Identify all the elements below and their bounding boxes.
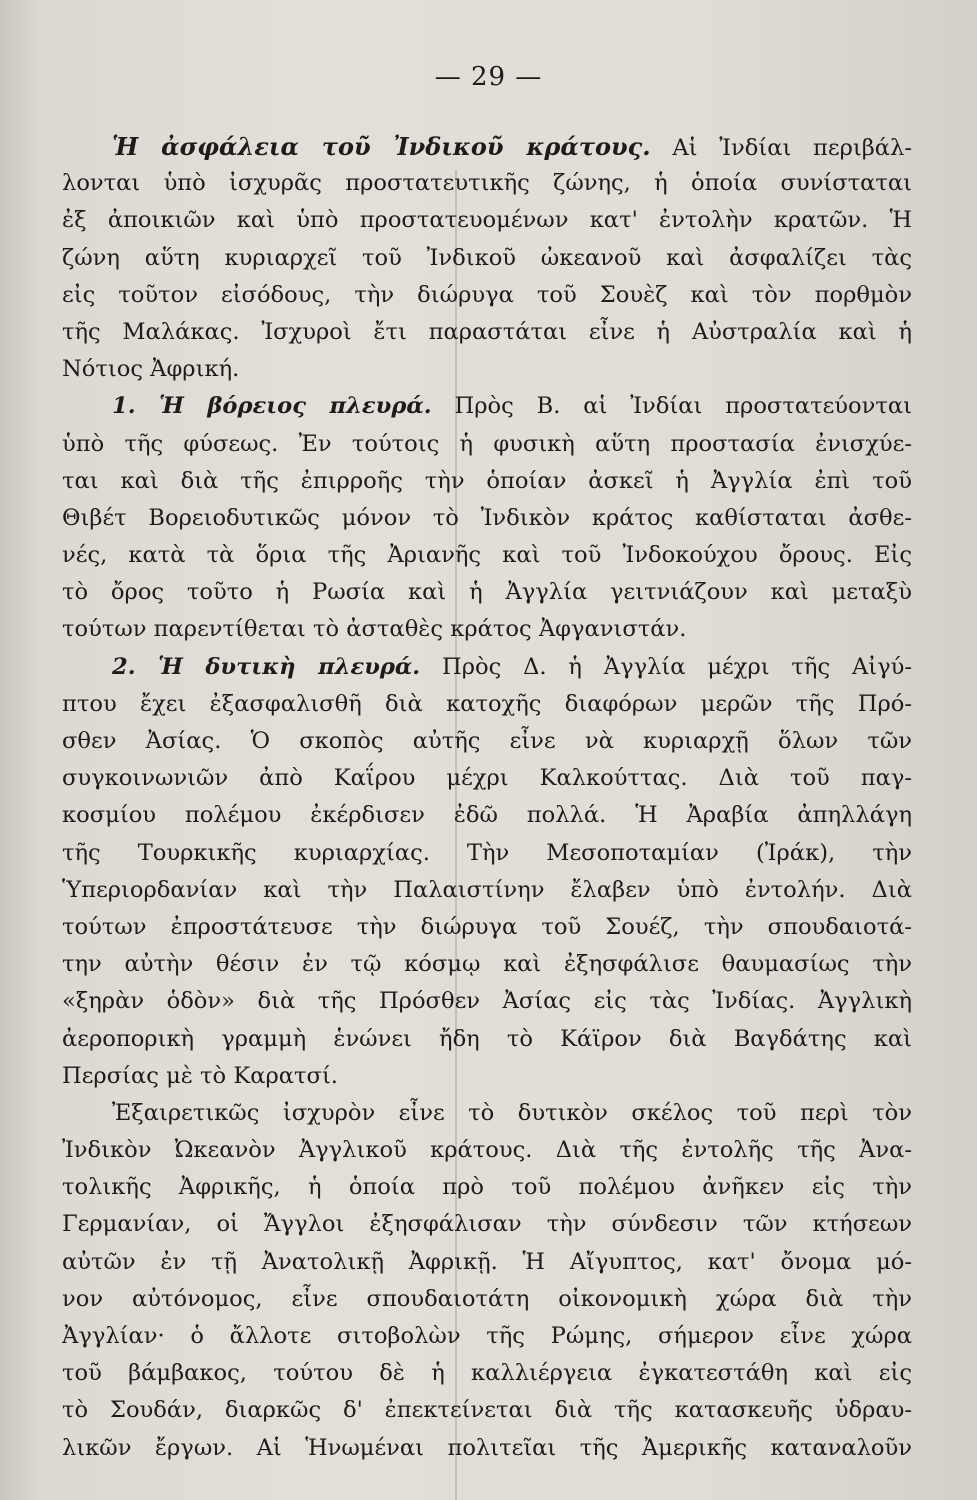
text-line: εἰς τοῦτον εἰσόδους, τὴν διώρυγα τοῦ Σουὲζ καὶ τὸν πορθμὸν (62, 281, 912, 308)
paragraph-west-leg (62, 1095, 912, 1467)
text-line: Ἰνδικὸν Ὠκεανὸν Ἀγγλικοῦ κράτους. Διὰ τῆς ἐντολῆς τῆς Ἀνα- (62, 1137, 912, 1164)
text-line: ἀεροπορικὴ γραμμὴ ἑνώνει ἤδη τὸ Κάϊρον διὰ Βαγδάτης καὶ (62, 1025, 912, 1052)
section-heading: Ἡ ἀσφάλεια τοῦ Ἰνδικοῦ κράτους. (112, 132, 651, 161)
text-line: συγκοινωνιῶν ἀπὸ Καΐρου μέχρι Καλκούττας. Διὰ τοῦ παγ- (62, 765, 912, 792)
paragraph-security (62, 128, 912, 388)
text-line: Νότιος Ἀφρική. (62, 356, 240, 383)
text-line: νές, κατὰ τὰ ὅρια τῆς Ἀριανῆς καὶ τοῦ Ἰνδοκούχου ὄρους. Εἰς (62, 542, 912, 569)
text-line: λονται ὑπὸ ἰσχυρᾶς προστατευτικῆς ζώνης, ἡ ὁποία συνίσταται (62, 170, 912, 197)
text-line: τούτων ἐπροστάτευσε τὴν διώρυγα τοῦ Σουέζ, τὴν σπουδαιοτά- (62, 913, 912, 940)
body-text (62, 128, 912, 1467)
text-line: Γερμανίαν, οἱ Ἄγγλοι ἐξησφάλισαν τὴν σύνδεσιν τῶν κτήσεων (62, 1211, 912, 1238)
paragraph-west-side (62, 649, 912, 1095)
text-line: ται καὶ διὰ τῆς ἐπιρροῆς τὴν ὁποίαν ἀσκεῖ ἡ Ἀγγλία ἐπὶ τοῦ (62, 467, 912, 494)
text-line: σθεν Ἀσίας. Ὁ σκοπὸς αὐτῆς εἶνε νὰ κυριαρχῇ ὅλων τῶν (62, 728, 912, 754)
text-line: τῆς Μαλάκας. Ἰσχυροὶ ἔτι παραστάται εἶνε ἡ Αὐστραλία καὶ ἡ (62, 318, 912, 345)
text-line: Ἀγγλίαν· ὁ ἄλλοτε σιτοβολὼν τῆς Ρώμης, σήμερον εἶνε χώρα (62, 1323, 912, 1349)
text-line: ζώνη αὕτη κυριαρχεῖ τοῦ Ἰνδικοῦ ὠκεανοῦ καὶ ἀσφαλίζει τὰς (62, 244, 912, 271)
text-line: τῆς Τουρκικῆς κυριαρχίας. Τὴν Μεσοποταμίαν (Ἰράκ), τὴν (62, 839, 912, 866)
text-line: τούτων παρεντίθεται τὸ ἀσταθὲς κράτος Ἀφγανιστάν. (62, 616, 687, 643)
text-line: αὐτῶν ἐν τῇ Ἀνατολικῇ Ἀφρικῇ. Ἡ Αἴγυπτος, κατ' ὄνομα μό- (62, 1248, 912, 1275)
text-line: «ξηρὰν ὁδὸν» διὰ τῆς Πρόσθεν Ἀσίας εἰς τὰς Ἰνδίας. Ἀγγλικὴ (62, 988, 912, 1015)
text-line: Περσίας μὲ τὸ Καρατσί. (62, 1062, 338, 1089)
text-line: την αὐτὴν θέσιν ἐν τῷ κόσμῳ καὶ ἐξησφάλισε θαυμασίως τὴν (62, 951, 912, 978)
text-line: ἐξ ἀποικιῶν καὶ ὑπὸ προστατευομένων κατ' ἐντολὴν κρατῶν. Ἡ (62, 207, 912, 234)
text-line: λικῶν ἔργων. Αἱ Ἡνωμέναι πολιτεῖαι τῆς Ἀμερικῆς καταναλοῦν (62, 1434, 912, 1461)
text-line: κοσμίου πολέμου ἐκέρδισεν ἐδῶ πολλά. Ἡ Ἀραβία ἀπηλλάγη (62, 802, 912, 829)
text-line: ὑπὸ τῆς φύσεως. Ἐν τούτοις ἡ φυσικὴ αὕτη προστασία ἐνισχύε- (62, 430, 912, 457)
text-line: νον αὐτόνομος, εἶνε σπουδαιοτάτη οἰκονομικὴ χώρα διὰ τὴν (62, 1285, 912, 1312)
text-line: Ἡ ἀσφάλεια τοῦ Ἰνδικοῦ κράτους. Αἱ Ἰνδίαι περιβάλ- (112, 132, 912, 161)
text-line: 2. Ἡ δυτικὴ πλευρά. Πρὸς Δ. ἡ Ἀγγλία μέχρι τῆς Αἰγύ- (112, 653, 912, 680)
text-line: τὸ Σουδάν, διαρκῶς δ' ἐπεκτείνεται διὰ τῆς κατασκευῆς ὑδραυ- (62, 1397, 912, 1424)
page-number: — 29 — (434, 62, 543, 92)
text-line: τὸ ὄρος τοῦτο ἡ Ρωσία καὶ ἡ Ἀγγλία γειτνιάζουν καὶ μεταξὺ (62, 579, 912, 606)
subsection-heading: 2. Ἡ δυτικὴ πλευρά. (112, 653, 421, 680)
text-line: Θιβέτ Βορειοδυτικῶς μόνον τὸ Ἰνδικὸν κράτος καθίσταται ἀσθε- (62, 504, 912, 531)
text-line: πτου ἔχει ἐξασφαλισθῆ διὰ κατοχῆς διαφόρων μερῶν τῆς Πρό- (62, 690, 912, 717)
text-line: τοῦ βάμβακος, τούτου δὲ ἡ καλλιέργεια ἐγκατεστάθη καὶ εἰς (62, 1360, 912, 1387)
subsection-heading: 1. Ἡ βόρειος πλευρά. (112, 393, 432, 420)
paragraph-north-side (62, 388, 912, 648)
text-line: 1. Ἡ βόρειος πλευρά. Πρὸς Β. αἱ Ἰνδίαι προστατεύονται (112, 393, 912, 420)
text-line: Ἐξαιρετικῶς ἰσχυρὸν εἶνε τὸ δυτικὸν σκέλος τοῦ περὶ τὸν (112, 1099, 912, 1126)
text-line: Ὑπεριορδανίαν καὶ τὴν Παλαιστίνην ἔλαβεν ὑπὸ ἐντολήν. Διὰ (62, 876, 912, 903)
text-line: τολικῆς Ἀφρικῆς, ἡ ὁποία πρὸ τοῦ πολέμου ἀνῆκεν εἰς τὴν (62, 1174, 912, 1201)
